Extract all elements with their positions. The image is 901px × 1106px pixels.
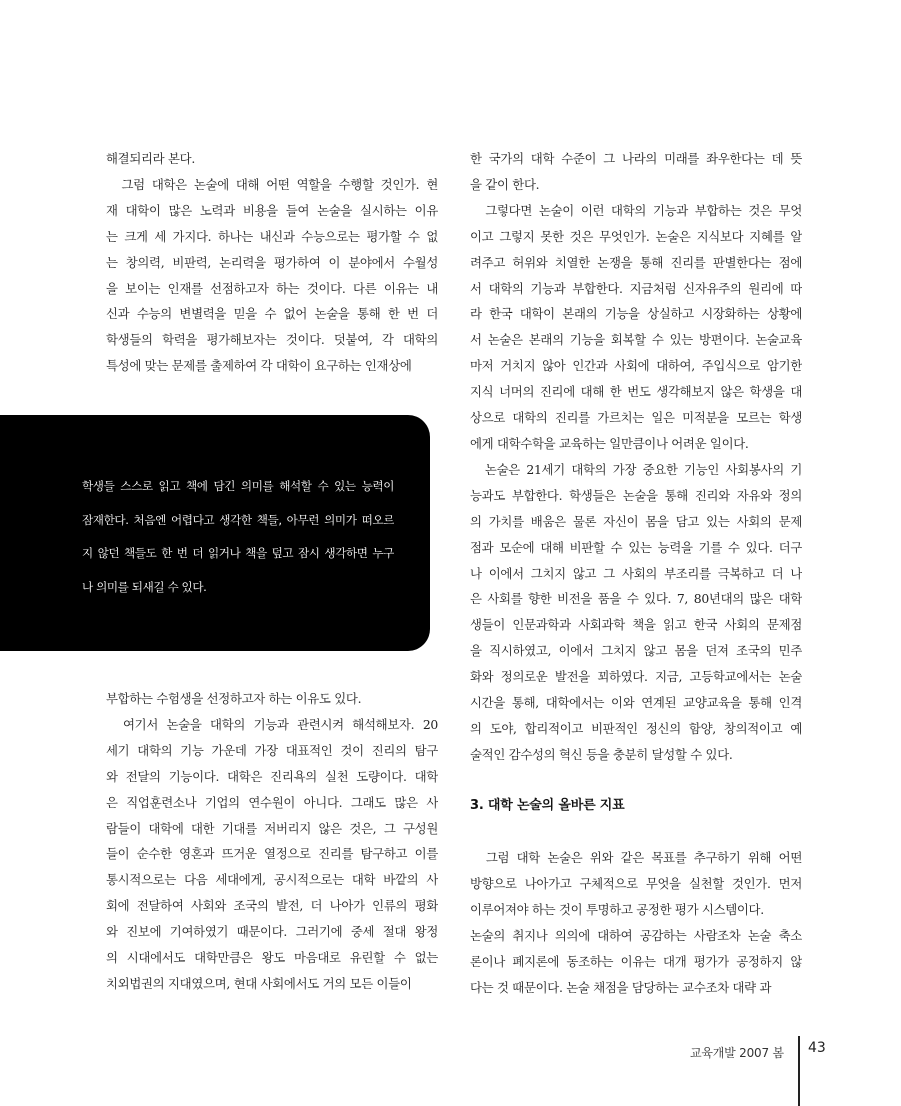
text-line: 에게 대학수학을 교육하는 일만큼이나 어려운 일이다. bbox=[470, 435, 749, 451]
text-line: 재 대학이 많은 노력과 비용을 들여 논술을 실시하는 이유 bbox=[106, 202, 438, 218]
text-line: 마저 거치지 않아 인간과 사회에 대하여, 주입식으로 암기한 bbox=[470, 358, 802, 374]
text-line: 세기 대학의 기능 가운데 가장 대표적인 것이 진리의 탐구 bbox=[106, 742, 438, 758]
footer-divider bbox=[798, 1036, 800, 1106]
text-line: 지식 너머의 진리에 대해 한 번도 생각해보지 않은 학생을 대 bbox=[470, 384, 802, 400]
text-line: 와 전달의 기능이다. 대학은 진리욕의 실천 도량이다. 대학 bbox=[106, 768, 438, 784]
text-line: 여기서 논술을 대학의 기능과 관련시켜 해석해보자. 20 bbox=[106, 716, 438, 732]
text-line: 는 창의력, 비판력, 논리력을 평가하여 이 분야에서 수월성 bbox=[106, 254, 438, 270]
text-line: 신과 수능의 변별력을 믿을 수 없어 논술을 통해 한 번 더 bbox=[106, 306, 438, 322]
text-line: 이고 그렇지 못한 것은 무엇인가. 논술은 지식보다 지혜를 알 bbox=[470, 228, 802, 244]
text-line: 논술의 취지나 의의에 대하여 공감하는 사람조차 논술 축소 bbox=[470, 927, 802, 943]
text-line: 지 않던 책들도 한 번 더 읽거나 책을 덮고 잠시 생각하면 누구 bbox=[82, 546, 394, 560]
text-line: 의 시대에서도 대학만큼은 왕도 마음대로 유린할 수 없는 bbox=[106, 950, 438, 966]
text-line: 해결되리라 본다. bbox=[106, 151, 195, 166]
text-line: 이루어져야 하는 것이 투명하고 공정한 평가 시스템이다. bbox=[470, 901, 764, 917]
text-line: 시간을 통해, 대학에서는 이와 연계된 교양교육을 통해 인격 bbox=[470, 695, 802, 711]
text-line: 그럼 대학 논술은 위와 같은 목표를 추구하기 위해 어떤 bbox=[470, 850, 802, 865]
text-line: 람들이 대학에 대한 기대를 저버리지 않은 것은, 그 구성원 bbox=[106, 820, 438, 836]
text-line: 을 보이는 인재를 선점하고자 하는 것이다. 다른 이유는 내 bbox=[106, 280, 438, 296]
text-line: 논술은 21세기 대학의 가장 중요한 기능인 사회봉사의 기 bbox=[470, 461, 802, 477]
right-column bbox=[470, 146, 802, 768]
right-column-continued bbox=[470, 845, 802, 1000]
text-line: 은 직업훈련소나 기업의 연수원이 아니다. 그래도 많은 사 bbox=[106, 794, 438, 810]
text-line: 회에 전달하여 사회와 조국의 발전, 더 나아가 인류의 평화 bbox=[106, 898, 438, 914]
text-line: 려주고 허위와 치열한 논쟁을 통해 진리를 판별한다는 점에 bbox=[470, 254, 802, 270]
text-line: 서 대학의 기능과 부합한다. 지금처럼 신자유주의 원리에 따 bbox=[470, 280, 802, 296]
text-line: 론이나 폐지론에 동조하는 이유는 대개 평가가 공정하지 않 bbox=[470, 953, 802, 969]
section-heading: 3. 대학 논술의 올바른 지표 bbox=[470, 798, 625, 813]
text-line: 라 한국 대학이 본래의 기능을 상실하고 시장화하는 상황에 bbox=[470, 306, 802, 322]
text-line: 을 직시하였고, 이에서 그치지 않고 몸을 던져 조국의 민주 bbox=[470, 643, 802, 659]
left-column-top bbox=[106, 146, 438, 379]
text-line: 통시적으로는 다음 세대에게, 공시적으로는 대학 바깥의 사 bbox=[106, 872, 438, 888]
text-line: 능과도 부합한다. 학생들은 논술을 통해 진리와 자유와 정의 bbox=[470, 487, 802, 503]
text-line: 그렇다면 논술이 이런 대학의 기능과 부합하는 것은 무엇 bbox=[470, 202, 802, 218]
page-number: 43 bbox=[808, 1040, 826, 1056]
text-line: 상으로 대학의 진리를 가르치는 일은 미적분을 모르는 학생 bbox=[470, 410, 802, 426]
text-line: 나 이에서 그치지 않고 그 사회의 부조리를 극복하고 더 나 bbox=[470, 565, 802, 581]
text-line: 들이 순수한 영혼과 뜨거운 열정으로 진리를 탐구하고 이를 bbox=[106, 846, 438, 862]
text-line: 술적인 감수성의 혁신 등을 충분히 달성할 수 있다. bbox=[470, 746, 733, 762]
text-line: 서 논술은 본래의 기능을 회복할 수 있는 방편이다. 논술교육 bbox=[470, 332, 802, 348]
text-line: 의 가치를 배움은 물론 자신이 몸을 담고 있는 사회의 문제 bbox=[470, 513, 802, 529]
text-line: 한 국가의 대학 수준이 그 나라의 미래를 좌우한다는 데 뜻 bbox=[470, 151, 802, 166]
text-line: 방향으로 나아가고 구체적으로 무엇을 실천할 것인가. 먼저 bbox=[470, 875, 802, 891]
text-line: 치외법권의 지대였으며, 현대 사회에서도 거의 모든 이들이 bbox=[106, 975, 412, 991]
text-line: 은 사회를 향한 비전을 품을 수 있다. 7, 80년대의 많은 대학 bbox=[470, 591, 802, 607]
text-line: 그럼 대학은 논술에 대해 어떤 역할을 수행할 것인가. 현 bbox=[106, 176, 438, 192]
text-line: 화와 정의로운 발전을 꾀하였다. 지금, 고등학교에서는 논술 bbox=[470, 669, 802, 685]
left-column-bottom bbox=[106, 686, 438, 997]
text-line: 학생들 스스로 읽고 책에 담긴 의미를 해석할 수 있는 능력이 bbox=[82, 479, 394, 493]
text-line: 나 의미를 되새길 수 있다. bbox=[82, 579, 207, 594]
text-line: 부합하는 수험생을 선정하고자 하는 이유도 있다. bbox=[106, 691, 362, 706]
text-line: 생들이 인문과학과 사회과학 책을 읽고 한국 사회의 문제점 bbox=[470, 617, 802, 633]
publication-title: 교육개발 2007 봄 bbox=[690, 1046, 784, 1060]
text-line: 는 크게 세 가지다. 하나는 내신과 수능으로는 평가할 수 없 bbox=[106, 228, 438, 244]
text-line: 특성에 맞는 문제를 출제하여 각 대학이 요구하는 인재상에 bbox=[106, 358, 412, 374]
text-line: 점과 모순에 대해 비판할 수 있는 능력을 기를 수 있다. 더구 bbox=[470, 539, 802, 555]
text-line: 의 도야, 합리적이고 비판적인 정신의 함양, 창의적이고 예 bbox=[470, 720, 802, 736]
text-line: 학생들의 학력을 평가해보자는 것이다. 덧붙여, 각 대학의 bbox=[106, 332, 438, 348]
text-line: 을 같이 한다. bbox=[470, 176, 540, 192]
text-line: 와 진보에 기여하였기 때문이다. 그러기에 중세 절대 왕정 bbox=[106, 924, 438, 940]
pull-quote-text bbox=[82, 470, 394, 604]
text-line: 잠재한다. 처음엔 어렵다고 생각한 책들, 아무런 의미가 떠오르 bbox=[82, 512, 394, 527]
text-line: 다는 것 때문이다. 논술 채점을 담당하는 교수조차 대략 과 bbox=[470, 979, 772, 995]
